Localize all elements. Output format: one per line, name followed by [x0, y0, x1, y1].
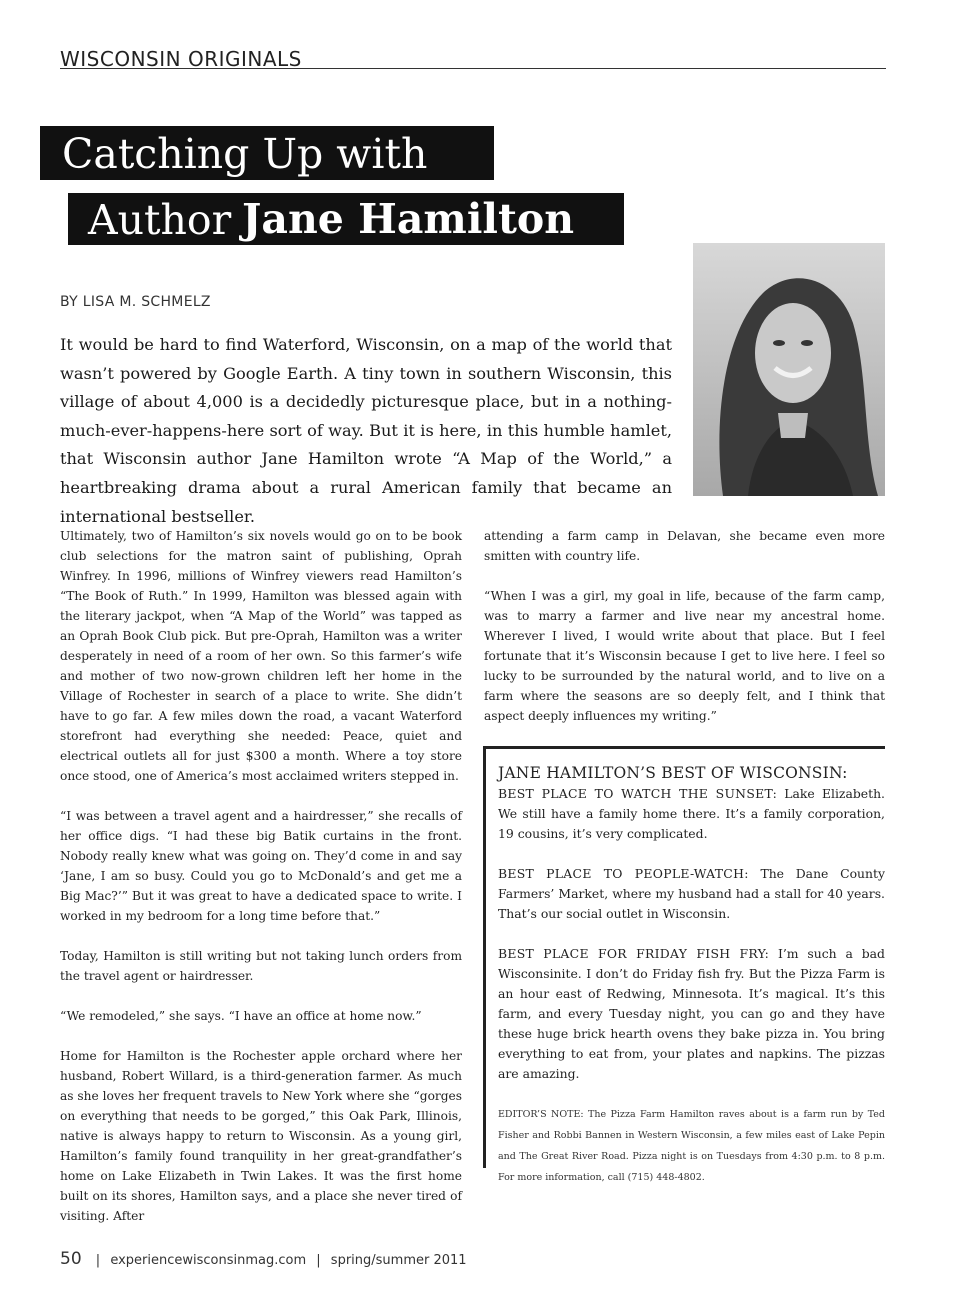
footer-separator: |	[95, 1253, 101, 1268]
sidebar-title: JANE HAMILTON’S BEST OF WISCONSIN:	[498, 764, 848, 782]
left-column	[60, 526, 462, 1246]
headline-line-2	[68, 193, 624, 245]
headline-text-2-bold: Jane Hamilton	[242, 195, 575, 243]
sidebar-item-label: BEST PLACE TO PEOPLE-WATCH:	[498, 866, 749, 881]
headline-text-2-light: Author	[88, 196, 232, 244]
headline-line-1	[40, 126, 494, 180]
sidebar-item-text: Lake Elizabeth. We still have a family home there. It’s a family corporation, 19 cousins, it’s very complicated.	[498, 786, 885, 841]
footer-issue: spring/summer 2011	[330, 1253, 467, 1268]
page-number: 50	[60, 1249, 82, 1269]
headline-text-1: Catching Up with	[62, 130, 428, 178]
body-paragraph: Home for Hamilton is the Rochester apple orchard where her husband, Robert Willard, is a third-generation farmer. As much as she loves her frequent travels to New York where she “gorges on everything that needs to be gorged,” this Oak Park, Illinois, native is always happy to return to Wisconsin. As a young girl, Hamilton’s family found tranquility in her great-grandfather’s home on Lake Elizabeth in Twin Lakes. It was the first home built on its shores, Hamilton says, and a place she never tired of visiting. After	[60, 1049, 462, 1223]
editors-note: EDITOR’S NOTE: The Pizza Farm Hamilton raves about is a farm run by Ted Fisher and Robbi Bannen in Western Wisconsin, a few miles east of Lake Pepin and The Great River Road. Pizza night is on Tuesdays from 4:30 p.m. to 8 p.m. For more information, call (715) 448-4802.	[498, 1109, 885, 1183]
body-paragraph: “When I was a girl, my goal in life, because of the farm camp, was to marry a farmer and live near my ancestral home. Wherever I lived, I would write about that place. But I feel fortunate that it’s Wisconsin because I get to live here. I feel so lucky to be surrounded by the natural world, and to live on a farm where the seasons are so deeply felt, and I think that aspect deeply influences my writing.”	[484, 589, 885, 723]
sidebar-item	[498, 864, 885, 924]
body-paragraph: attending a farm camp in Delavan, she became even more smitten with country life.	[484, 529, 885, 563]
lead-paragraph: It would be hard to find Waterford, Wisconsin, on a map of the world that wasn’t powered by Google Earth. A tiny town in southern Wisconsin, this village of about 4,000 is a decidedly picturesque place, but in a nothing-much-ever-happens-here sort of way. But it is here, in this humble hamlet, that Wisconsin author Jane Hamilton wrote “A Map of the World,” a heartbreaking drama about a rural American family that became an international bestseller.	[60, 335, 672, 526]
footer-site: experiencewisconsinmag.com	[110, 1253, 307, 1268]
section-header: WISCONSIN ORIGINALS	[60, 48, 886, 69]
sidebar-item-text: The Dane County Farmers’ Market, where my husband had a stall for 40 years. That’s our social outlet in Wisconsin.	[498, 866, 885, 921]
sidebar-item	[498, 784, 885, 844]
author-portrait-image	[693, 243, 885, 496]
footer-separator: |	[316, 1253, 321, 1268]
sidebar-item-label: BEST PLACE FOR FRIDAY FISH FRY:	[498, 946, 770, 961]
body-paragraph: “I was between a travel agent and a hairdresser,” she recalls of her office digs. “I had these big Batik curtains in the front. Nobody really knew what was going on. They’d come in and say ‘Jane, I am so busy. Could you go to McDonald’s and get me a Big Mac?’” But it was great to have a dedicated space to write. I worked in my bedroom for a long time before that.”	[60, 809, 462, 923]
body-paragraph: “We remodeled,” she says. “I have an office at home now.”	[60, 1009, 422, 1023]
page-footer	[60, 1249, 467, 1269]
sidebar-item	[498, 944, 885, 1084]
sidebar-item-label: BEST PLACE TO WATCH THE SUNSET:	[498, 786, 778, 801]
author-photo	[693, 243, 885, 496]
body-paragraph: Today, Hamilton is still writing but not taking lunch orders from the travel agent or hairdresser.	[60, 949, 462, 983]
sidebar-item-text: I’m such a bad Wisconsinite. I don’t do Friday fish fry. But the Pizza Farm is an hour east of Redwing, Minnesota. It’s magical. It’s this farm, and every Tuesday night, you can go and they have these huge brick hearth ovens they bake pizza in. You bring everything to eat from, your plates and napkins. The pizzas are amazing.	[498, 946, 885, 1081]
right-column	[484, 526, 885, 746]
sidebar-box	[498, 762, 885, 1188]
body-paragraph: Ultimately, two of Hamilton’s six novels would go on to be book club selections for the matron saint of publishing, Oprah Winfrey. In 1996, millions of Winfrey viewers read Hamilton’s “The Book of Ruth.” In 1999, Hamilton was blessed again with the literary jackpot, when “A Map of the World” was tapped as an Oprah Book Club pick. But pre-Oprah, Hamilton was a writer desperately in need of a room of her own. So this farmer’s wife and mother of two now-grown children left her home in the Village of Rochester in search of a place to write. She didn’t have to go far. A few miles down the road, a vacant Waterford storefront had everything she needed: Peace, quiet and electrical outlets all for just $300 a month. Where a toy store once stood, one of America’s most acclaimed writers stepped in.	[60, 529, 462, 783]
byline: BY LISA M. SCHMELZ	[60, 294, 211, 310]
